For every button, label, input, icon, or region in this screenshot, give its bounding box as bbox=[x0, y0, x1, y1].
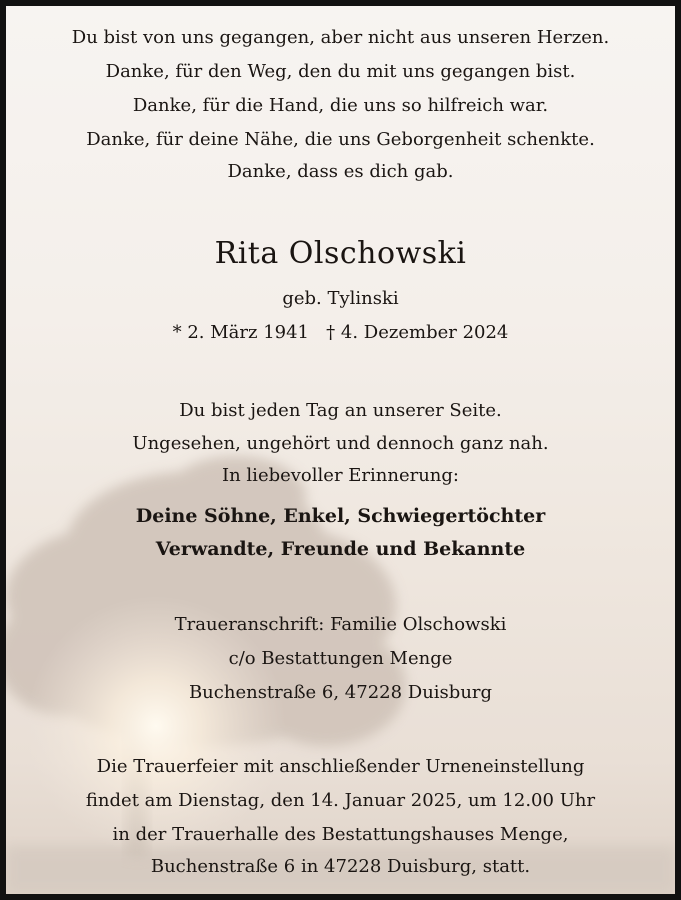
mourners-line-2: Verwandte, Freunde und Bekannte bbox=[155, 538, 526, 560]
birth-name: geb. Tylinski bbox=[282, 288, 399, 309]
obituary-text bbox=[6, 6, 675, 894]
ceremony-line-3: in der Trauerhalle des Bestattungshauses Menge, bbox=[112, 824, 569, 845]
address-line-3: Buchenstraße 6, 47228 Duisburg bbox=[188, 682, 493, 703]
verse-line-2: Ungesehen, ungehört und dennoch ganz nah. bbox=[132, 433, 549, 454]
address-line-1: Traueranschrift: Familie Olschowski bbox=[174, 614, 507, 635]
verse-line-3: In liebevoller Erinnerung: bbox=[222, 465, 459, 486]
poem-line-3: Danke, für die Hand, die uns so hilfreich war. bbox=[132, 95, 549, 116]
deceased-name: Rita Olschowski bbox=[214, 236, 467, 271]
life-dates: * 2. März 1941 † 4. Dezember 2024 bbox=[172, 322, 509, 343]
address-line-2: c/o Bestattungen Menge bbox=[228, 648, 453, 669]
ceremony-line-2: findet am Dienstag, den 14. Januar 2025, um 12.00 Uhr bbox=[85, 790, 596, 811]
mourners-line-1: Deine Söhne, Enkel, Schwiegertöchter bbox=[135, 505, 546, 527]
verse-line-1: Du bist jeden Tag an unserer Seite. bbox=[179, 400, 502, 421]
ceremony-line-4: Buchenstraße 6 in 47228 Duisburg, statt. bbox=[150, 856, 531, 877]
poem-line-1: Du bist von uns gegangen, aber nicht aus unseren Herzen. bbox=[71, 27, 610, 48]
poem-line-4: Danke, für deine Nähe, die uns Geborgenheit schenkte. bbox=[86, 129, 595, 150]
poem-line-2: Danke, für den Weg, den du mit uns gegangen bist. bbox=[105, 61, 576, 82]
poem-line-5: Danke, dass es dich gab. bbox=[227, 161, 454, 182]
ceremony-line-1: Die Trauerfeier mit anschließender Urneneinstellung bbox=[96, 756, 585, 777]
